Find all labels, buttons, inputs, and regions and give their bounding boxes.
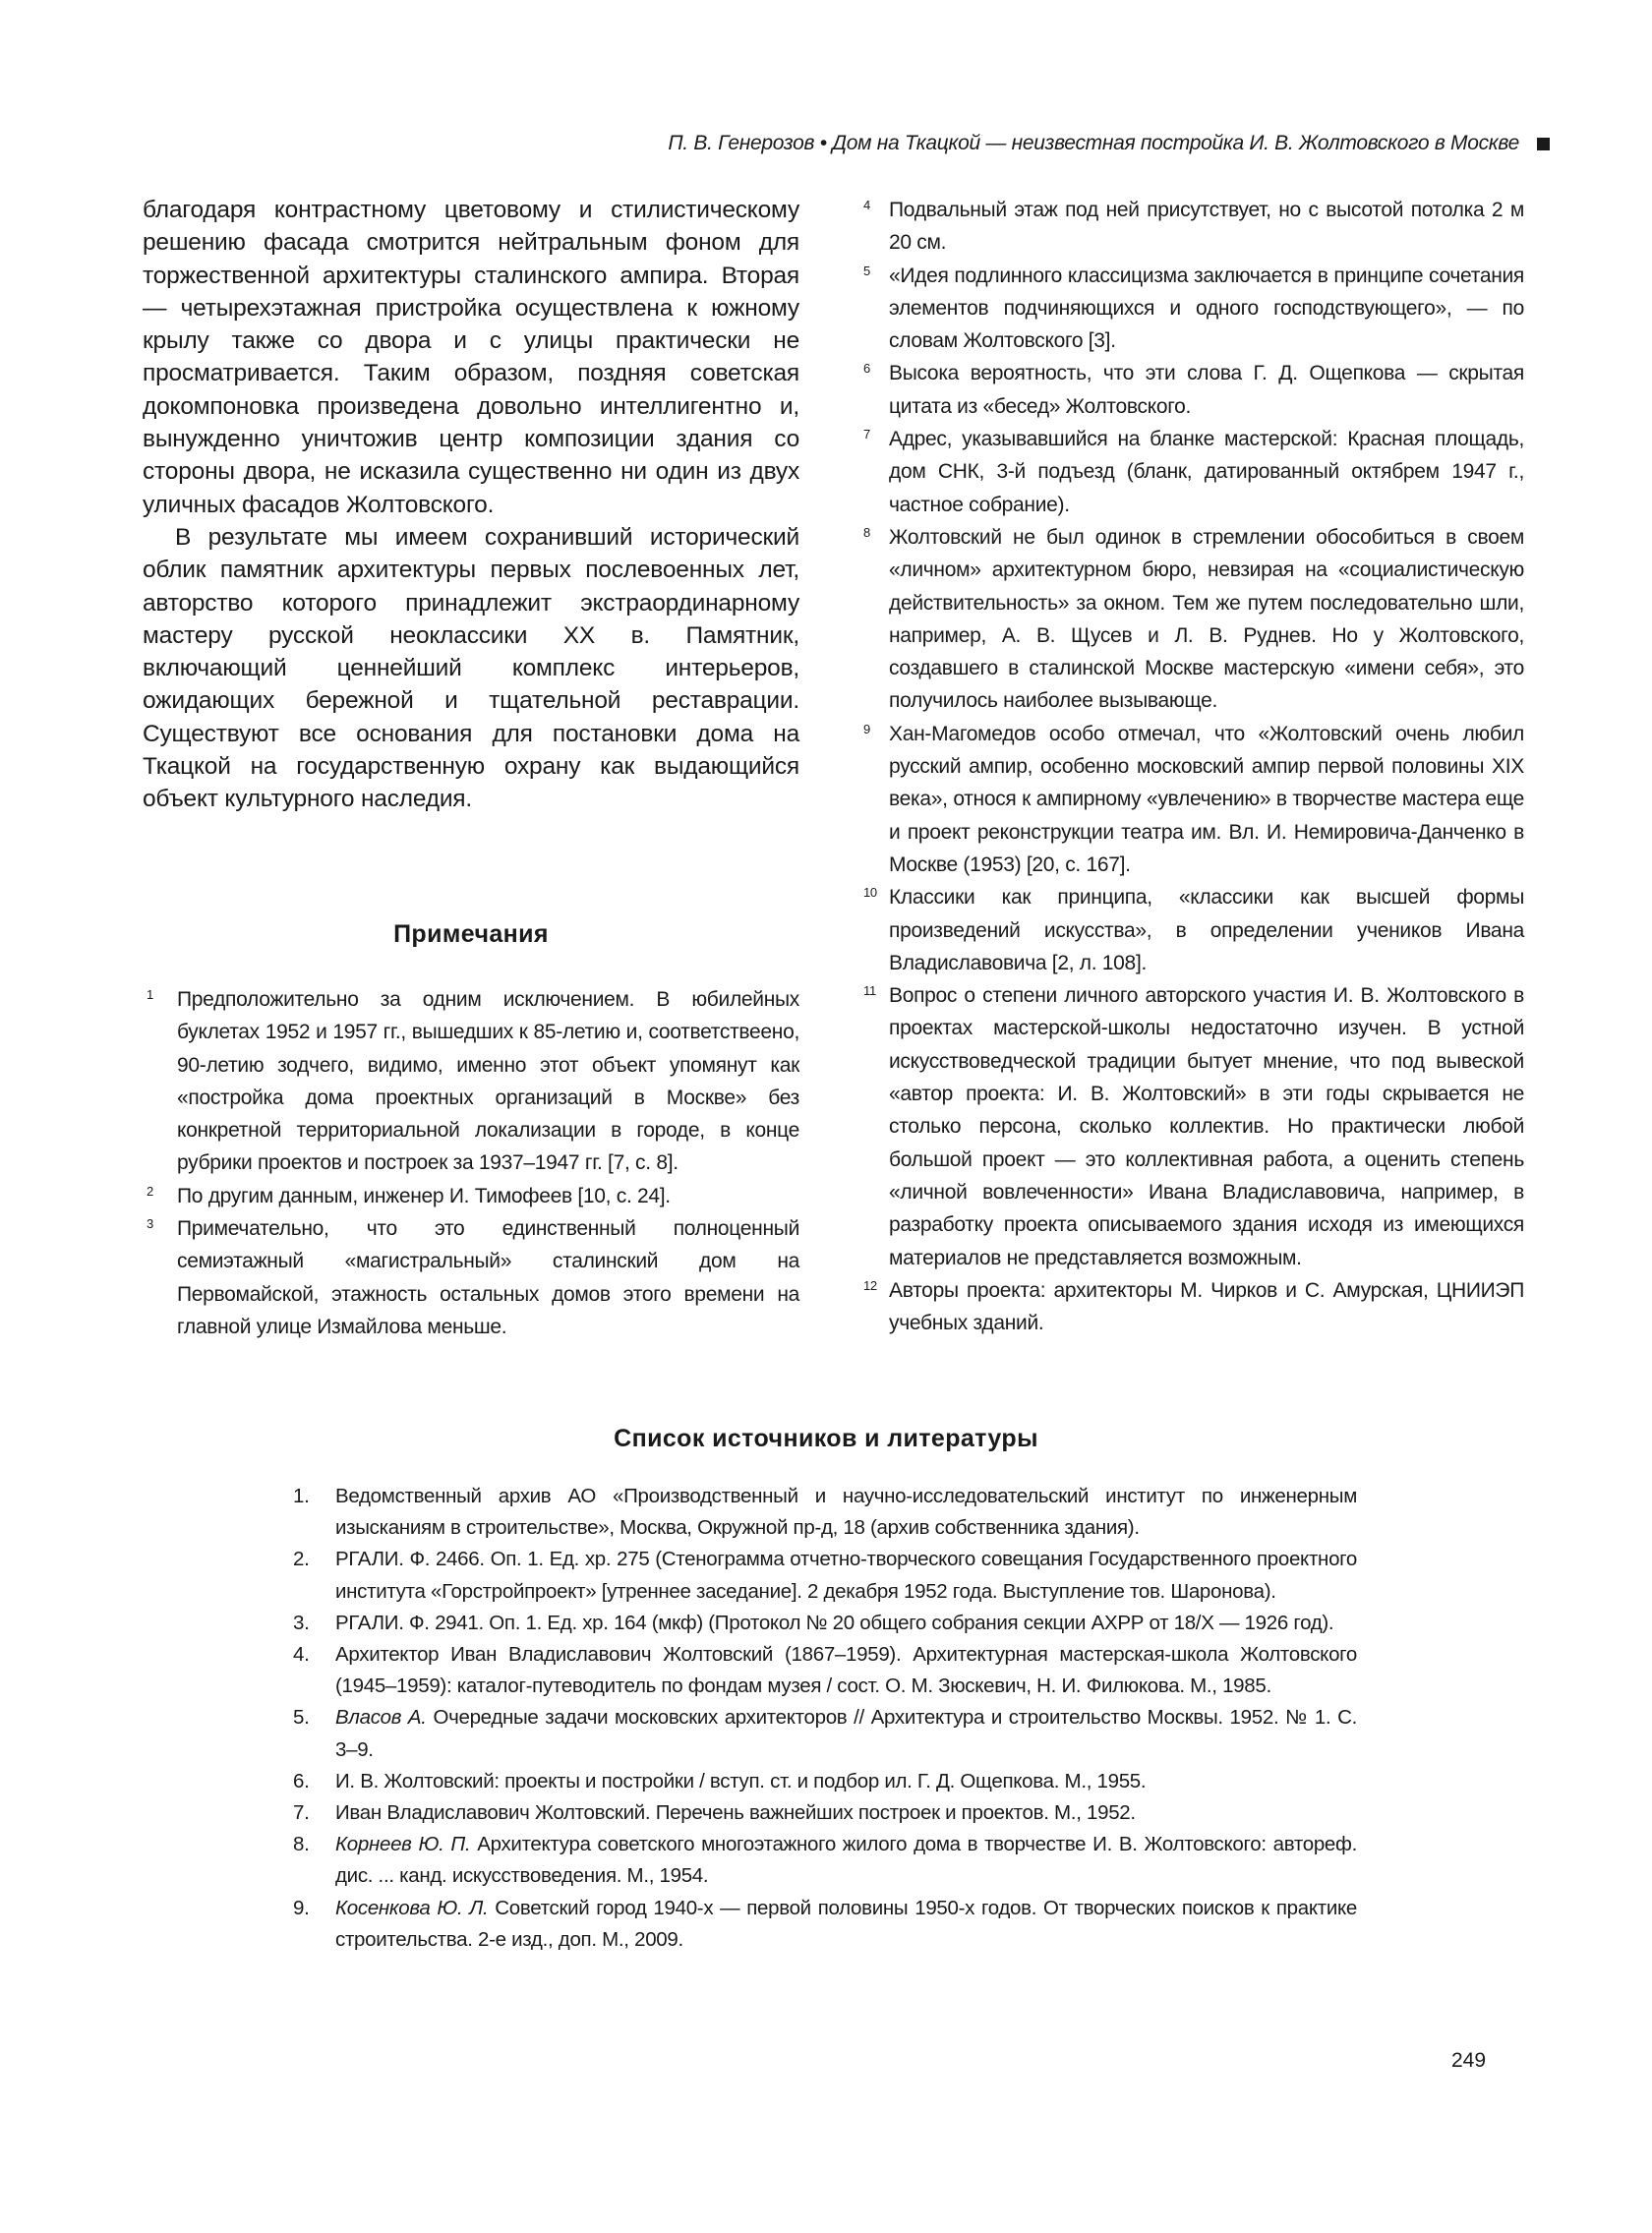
- reference-number: 2.: [293, 1548, 310, 1571]
- note-number: 5: [863, 263, 870, 278]
- reference-item: [293, 1702, 1357, 1765]
- note-item: [863, 521, 1524, 718]
- note-item: [863, 881, 1524, 979]
- reference-text: Архитектор Иван Владиславович Жолтовский (1867–1959). Архитектурная мастерская-школа Жолтовского (1945–1959): каталог-путеводитель по фондам музея / сост. О. М. Зюскевич, Н. И. Филюкова. М., 1985.: [335, 1643, 1357, 1698]
- note-text: По другим данным, инженер И. Тимофеев [10, с. 24].: [177, 1184, 671, 1207]
- reference-author: Косенкова Ю. Л.: [335, 1896, 489, 1919]
- notes-list-left: [143, 983, 799, 1343]
- reference-text: Очередные задачи московских архитекторов // Архитектура и строительство Москвы. 1952. № 1. С. 3–9.: [335, 1706, 1357, 1761]
- body-paragraph: В результате мы имеем сохранивший исторический облик памятник архитектуры первых послевоенных лет, авторство которого принадлежит экстраординарному мастеру русской неоклассики XX в. Памятник, включающий ценнейший комплекс интерьеров, ожидающих бережной и тщательной реставрации. Существуют все основания для постановки дома на Ткацкой на государственную охрану как выдающийся объект культурного наследия.: [143, 523, 799, 813]
- notes-list-right: [863, 194, 1524, 1339]
- reference-text: РГАЛИ. Ф. 2466. Оп. 1. Ед. хр. 275 (Стенограмма отчетно-творческого совещания Государственного проектного института «Горстройпроект» [утреннее заседание]. 2 декабря 1952 года. Выступление тов. Шаронова).: [335, 1548, 1357, 1603]
- note-text: Авторы проекта: архитекторы М. Чирков и С. Амурская, ЦНИИЭП учебных зданий.: [889, 1278, 1524, 1335]
- note-text: Примечательно, что это единственный полноценный семиэтажный «магистральный» сталинский дом на Первомайской, этажность остальных домов этого времени на главной улице Измайлова меньше.: [177, 1217, 799, 1338]
- reference-item: [293, 1893, 1357, 1956]
- body-paragraph: благодаря контрастному цветовому и стилистическому решению фасада смотрится нейтральным фоном для торжественной архитектуры сталинского ампира. Вторая — четырехэтажная пристройка осуществлена к южному крылу также со двора и с улицы практически не просматривается. Таким образом, поздняя советская докомпоновка произведена довольно интеллигентно и, вынужденно уничтожив центр композиции здания со стороны двора, не исказила существенно ни один из двух уличных фасадов Жолтовского.: [143, 197, 799, 518]
- reference-author: Власов А.: [335, 1706, 427, 1730]
- reference-item: [293, 1544, 1357, 1607]
- note-item: [863, 357, 1524, 423]
- reference-number: 4.: [293, 1643, 310, 1667]
- reference-item: [293, 1481, 1357, 1544]
- reference-item: [293, 1797, 1357, 1829]
- square-bullet-icon: [1537, 138, 1550, 150]
- reference-author: Корнеев Ю. П.: [335, 1833, 471, 1856]
- running-head-text: П. В. Генерозов • Дом на Ткацкой — неизвестная постройка И. В. Жолтовского в Москве: [668, 132, 1519, 154]
- notes-title: Примечания: [393, 920, 549, 948]
- reference-item: [293, 1829, 1357, 1892]
- note-item: [863, 979, 1524, 1274]
- body-text-column: [143, 194, 799, 816]
- note-item: [863, 1274, 1524, 1340]
- note-item: [863, 194, 1524, 260]
- reference-text: Иван Владиславович Жолтовский. Перечень важнейших построек и проектов. М., 1952.: [335, 1801, 1136, 1825]
- reference-number: 7.: [293, 1801, 310, 1825]
- reference-item: [293, 1639, 1357, 1702]
- reference-text: И. В. Жолтовский: проекты и постройки / вступ. ст. и подбор ил. Г. Д. Ощепкова. М., 1955.: [335, 1769, 1147, 1792]
- note-number: 8: [863, 524, 870, 540]
- reference-text: РГАЛИ. Ф. 2941. Оп. 1. Ед. хр. 164 (мкф) (Протокол № 20 общего собрания секции АХРР от 18/X — 1926 год).: [335, 1611, 1334, 1634]
- reference-number: 6.: [293, 1769, 310, 1792]
- note-text: Классики как принципа, «классики как высшей формы произведений искусства», в определении учеников Ивана Владиславовича [2, л. 108].: [889, 886, 1524, 974]
- references-list: [293, 1481, 1357, 1956]
- note-number: 6: [863, 361, 870, 377]
- reference-number: 8.: [293, 1833, 310, 1856]
- reference-text: Архитектура советского многоэтажного жилого дома в творчестве И. В. Жолтовского: автореф. дис. ... канд. искусствоведения. М., 1954.: [335, 1833, 1357, 1888]
- page-number: 249: [1451, 2049, 1487, 2072]
- reference-number: 3.: [293, 1611, 310, 1634]
- running-head: [668, 132, 1550, 155]
- reference-text: Ведомственный архив АО «Производственный и научно-исследовательский институт по инженерным изысканиям в строительстве», Москва, Окружной пр-д, 18 (архив собственника здания).: [335, 1485, 1357, 1540]
- note-text: Предположительно за одним исключением. В юбилейных буклетах 1952 и 1957 гг., вышедших к 85-летию и, соответствеено, 90-летию зодчего, видимо, именно этот объект упомянут как «постройка дома проектных организаций в Москве» без конкретной территориальной локализации в городе, в конце рубрики проектов и построек за 1937–1947 гг. [7, с. 8].: [177, 988, 799, 1175]
- reference-number: 1.: [293, 1485, 310, 1507]
- note-item: [143, 1212, 799, 1343]
- note-text: «Идея подлинного классицизма заключается в принципе сочетания элементов подчиняющихся и одного господствующего», — по словам Жолтовского [3].: [889, 264, 1524, 353]
- note-number: 4: [863, 198, 870, 212]
- note-item: [863, 260, 1524, 358]
- note-text: Высока вероятность, что эти слова Г. Д. Ощепкова — скрытая цитата из «бесед» Жолтовского.: [889, 362, 1524, 418]
- note-item: [143, 983, 799, 1180]
- note-number: 7: [863, 427, 870, 442]
- note-text: Вопрос о степени личного авторского участия И. В. Жолтовского в проектах мастерской-школы недостаточно изучен. В устной искусствоведческой традиции бытует мнение, что под вывеской «автор проекта: И. В. Жолтовский» в эти годы скрывается не столько персона, сколько коллектив. Но практически любой большой проект — это коллективная работа, а оценить степень «личной вовлеченности» Ивана Владиславовича, например, в разработку проекта описываемого здания исходя из имеющихся материалов не представляется возможным.: [889, 984, 1524, 1269]
- note-number: 12: [863, 1277, 877, 1293]
- note-item: [143, 1180, 799, 1212]
- references-title: Список источников и литературы: [614, 1425, 1038, 1452]
- note-text: Жолтовский не был одинок в стремлении обособиться в своем «личном» архитектурном бюро, невзирая на «социалистическую действительность» за окном. Тем же путем последовательно шли, например, А. В. Щусев и Л. В. Руднев. Но у Жолтовского, создавшего в сталинской Москве мастерскую «имени себя», это получилось наиболее вызывающе.: [889, 525, 1524, 713]
- note-number: 3: [147, 1216, 153, 1232]
- reference-number: 5.: [293, 1706, 310, 1730]
- note-number: 2: [147, 1183, 153, 1199]
- note-text: Хан-Магомедов особо отмечал, что «Жолтовский очень любил русский ампир, особенно московский ампир первой половины XIX века», относя к ампирному «увлечению» в творчестве мастера еще и проект реконструкции театра им. Вл. И. Немировича-Данченко в Москве (1953) [20, с. 167].: [889, 722, 1524, 876]
- note-text: Подвальный этаж под ней присутствует, но с высотой потолка 2 м 20 см.: [889, 199, 1524, 255]
- note-number: 1: [147, 987, 153, 1002]
- note-item: [863, 718, 1524, 881]
- reference-number: 9.: [293, 1896, 310, 1919]
- note-number: 11: [863, 983, 876, 999]
- reference-item: [293, 1766, 1357, 1797]
- note-number: 10: [863, 885, 877, 901]
- reference-text: Советский город 1940-х — первой половины 1950-х годов. От творческих поисков к практике строительства. 2-е изд., доп. М., 2009.: [335, 1896, 1357, 1951]
- reference-item: [293, 1608, 1357, 1639]
- note-number: 9: [863, 721, 870, 736]
- note-text: Адрес, указывавшийся на бланке мастерской: Красная площадь, дом СНК, 3-й подъезд (бланк, датированный октябрем 1947 г., частное собрание).: [889, 428, 1524, 516]
- note-item: [863, 423, 1524, 521]
